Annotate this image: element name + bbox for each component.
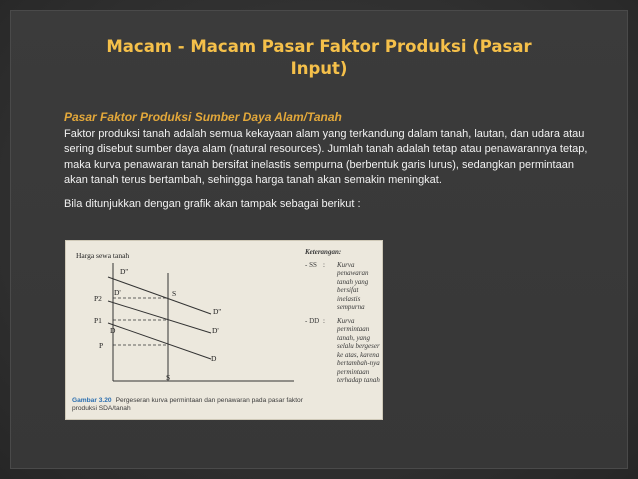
slide-title <box>60 36 578 80</box>
caption-label: Gambar 3.20 <box>72 397 112 404</box>
y-axis-label: Harga sewa tanah <box>76 251 130 260</box>
keterangan-title: Keterangan: <box>305 248 342 256</box>
caption-text-line-1: Pergeseran kurva permintaan dan penawaran pada pasar faktor <box>115 397 303 404</box>
price-label-p2: P2 <box>94 294 102 303</box>
title-line-2: Input) <box>290 59 348 78</box>
demand-curve-dpp <box>108 277 211 314</box>
keterangan-ss-desc: Kurva penawaran tanah yang bersifat inelastis sempurna <box>337 260 369 311</box>
supply-label-bottom: S <box>166 373 171 382</box>
curve-label-right-d: D <box>211 354 217 363</box>
title-line-1: Macam - Macam Pasar Faktor Produksi (Pasar <box>106 37 532 56</box>
supply-label-top: S <box>172 289 177 298</box>
paragraph-graph-intro: Bila ditunjukkan dengan grafik akan tampak sebagai berikut : <box>64 197 361 210</box>
section-subheading: Pasar Faktor Produksi Sumber Daya Alam/Tanah <box>64 110 342 124</box>
keterangan-dd-desc: Kurva permintaan tanah, yang selalu bergeser ke atas, karena bertambah-nya permintaan terhadap tanah <box>337 316 380 384</box>
body-text <box>64 127 594 220</box>
figure-caption <box>72 397 378 413</box>
price-label-p1: P1 <box>94 316 102 325</box>
price-label-p: P <box>99 341 104 350</box>
caption-text-line-2: produksi SDA/tanah <box>72 405 131 412</box>
curve-label-right-dp: D' <box>212 326 219 335</box>
keterangan-dd-term: - DD <box>305 316 320 325</box>
keterangan-dd: - DD : Kurva permintaan tanah, yang selalu bergeser ke atas, karena bertambah-nya permintaan terhadap tanah <box>305 316 380 384</box>
economics-figure <box>65 240 383 420</box>
keterangan-ss-term: - SS <box>305 260 317 269</box>
curve-label-left-d: D <box>110 326 116 335</box>
keterangan-ss: - SS : Kurva penawaran tanah yang bersifat inelastis sempurna <box>305 261 381 312</box>
paragraph-description: Faktor produksi tanah adalah semua kekayaan alam yang terkandung dalam tanah, lautan, dan udara atau sering disebut sumber daya alam (natural resources). Jumlah tanah adalah tetap atau penawarannya tetap, maka kurva penawaran tanah bersifat inelastis sempurna (berbentuk garis lurus), sedangkan permintaan akan tanah terus bertambah, sehingga harga tanah akan semakin meningkat. <box>64 128 588 187</box>
keterangan-legend <box>305 248 381 390</box>
curve-label-left-dp: D' <box>114 288 121 297</box>
curve-label-left-dpp: D'' <box>120 267 129 276</box>
curve-label-right-dpp: D'' <box>213 307 222 316</box>
